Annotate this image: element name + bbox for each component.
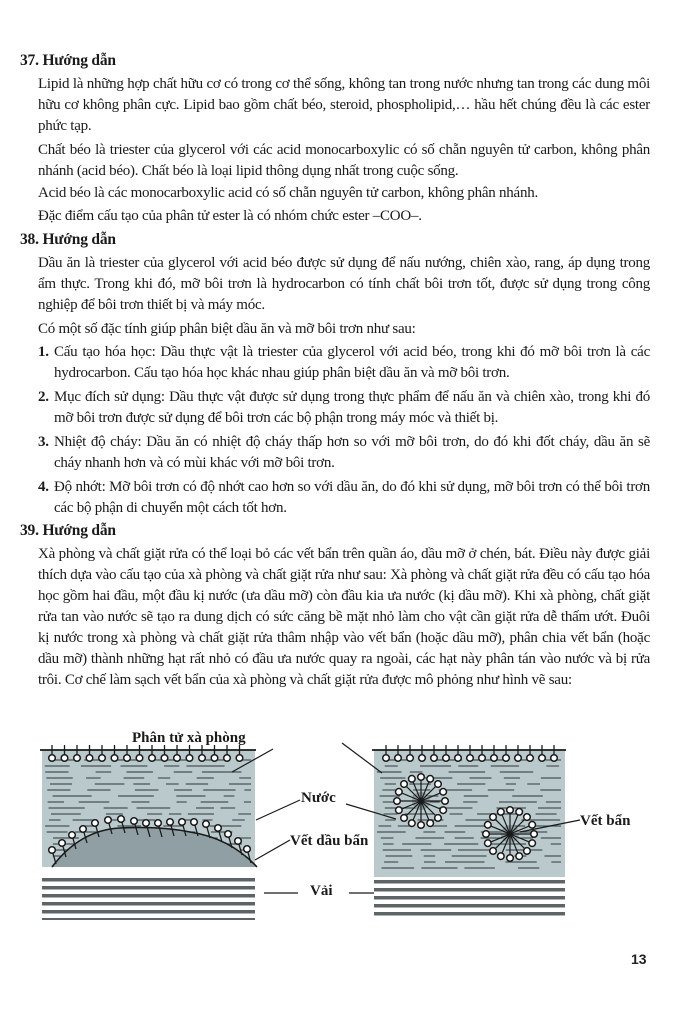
soap-head (155, 820, 162, 827)
fabric-stripe (42, 894, 255, 898)
soap-head (419, 755, 426, 762)
soap-head (516, 809, 523, 816)
right-panel-micelles (372, 745, 566, 920)
soap-head (427, 820, 434, 827)
paragraph: Acid béo là các monocarboxylic acid có số chẵn nguyên tử carbon, không phân nhánh. (38, 185, 538, 201)
soap-head (211, 755, 218, 762)
soap-head (455, 755, 462, 762)
heading-38: 38. Hướng dẫn (20, 231, 116, 248)
soap-head (503, 755, 510, 762)
soap-head (179, 819, 186, 826)
soap-head (479, 755, 486, 762)
list-item-number: 1. (38, 344, 49, 360)
soap-head (443, 755, 450, 762)
list-item-number: 4. (38, 479, 49, 495)
soap-head (401, 815, 408, 822)
soap-head (531, 831, 538, 838)
soap-head (118, 816, 125, 823)
list-item-text: Nhiệt độ cháy: Dầu ăn có nhiệt độ cháy thấp hơn so với mỡ bôi trơn, do đó khi đốt cháy, dầu ăn sẽ cháy nhanh hơn và có mùi khác với mỡ bôi trơn. (54, 434, 650, 471)
soap-head (383, 755, 390, 762)
fabric-stripe (374, 904, 565, 908)
list-item-number: 3. (38, 434, 49, 450)
soap-head (498, 809, 505, 816)
left-panel-stain-on-fabric (40, 745, 257, 920)
soap-head (442, 798, 449, 805)
soap-head (498, 853, 505, 860)
soap-head (485, 840, 492, 847)
soap-head (507, 855, 514, 862)
soap-head (395, 755, 402, 762)
soap-head (507, 807, 514, 814)
soap-head (86, 755, 93, 762)
soap-head (418, 822, 425, 829)
soap-head (407, 755, 414, 762)
fabric-stripe (374, 896, 565, 900)
paragraph: Đặc điểm cấu tạo của phân tử ester là có nhóm chức ester –COO–. (38, 208, 422, 224)
soap-head (225, 831, 232, 838)
soap-head (401, 781, 408, 788)
soap-head (111, 755, 118, 762)
label-soap-molecule: Phân tử xà phòng (132, 730, 246, 746)
fabric-stripe (42, 878, 255, 882)
label-oil-stain: Vết dầu bẩn (290, 833, 369, 849)
label-fabric: Vải (310, 883, 333, 899)
heading-37: 37. Hướng dẫn (20, 52, 116, 69)
soap-head (394, 798, 401, 805)
soap-head (515, 755, 522, 762)
soap-head (396, 789, 403, 796)
soap-head (244, 846, 251, 853)
soap-head (92, 820, 99, 827)
soap-head (427, 776, 434, 783)
soap-head (440, 807, 447, 814)
soap-head (435, 781, 442, 788)
soap-head (49, 755, 56, 762)
soap-head (143, 820, 150, 827)
soap-head (483, 831, 490, 838)
soap-head (215, 825, 222, 832)
soap-cleaning-diagram (0, 720, 689, 920)
soap-head (167, 819, 174, 826)
fabric-stripe (374, 888, 565, 892)
list-item-text: Cấu tạo hóa học: Dầu thực vật là triester của glycerol với acid béo, trong khi đó mỡ bôi trơn là các hydrocarbon. Cấu tạo hóa học khác nhau giúp phân biệt dầu ăn và mỡ bôi trơn. (54, 344, 650, 381)
soap-head (491, 755, 498, 762)
paragraph: Có một số đặc tính giúp phân biệt dầu ăn và mỡ bôi trơn như sau: (38, 321, 416, 337)
fabric-stripe (42, 886, 255, 890)
list-item (38, 387, 650, 429)
fabric-stripe (42, 910, 255, 914)
soap-head (467, 755, 474, 762)
list-item-text: Mục đích sử dụng: Dầu thực vật được sử dụng trong thực phẩm để nấu ăn và chiên xào, trong khi đó mỡ bôi trơn được sử dụng để bôi trơn các bộ phận trong máy móc và thiết bị. (54, 389, 650, 426)
list-item (38, 432, 650, 474)
page-number: 13 (631, 951, 647, 967)
soap-head (490, 814, 497, 821)
soap-head (61, 755, 68, 762)
soap-head (105, 817, 112, 824)
list-item (38, 342, 650, 384)
heading-39: 39. Hướng dẫn (20, 522, 116, 539)
soap-head (529, 840, 536, 847)
fabric-stripe (42, 918, 255, 920)
soap-head (203, 821, 210, 828)
soap-head (69, 832, 76, 839)
fabric-stripe (374, 880, 565, 884)
list-item-text: Độ nhớt: Mỡ bôi trơn có độ nhớt cao hơn so với dầu ăn, do đó khi sử dụng, mỡ bôi trơn có thể bôi trơn các bộ phận di chuyển một cách tốt hơn. (54, 479, 650, 516)
leader-oil-stain (255, 840, 290, 860)
soap-head (490, 848, 497, 855)
soap-head (99, 755, 106, 762)
soap-head (49, 847, 56, 854)
soap-head (199, 755, 206, 762)
soap-head (124, 755, 131, 762)
soap-head (539, 755, 546, 762)
soap-head (527, 755, 534, 762)
soap-head (186, 755, 193, 762)
soap-head (131, 818, 138, 825)
soap-head (409, 776, 416, 783)
soap-head (418, 774, 425, 781)
soap-head (485, 822, 492, 829)
soap-head (524, 814, 531, 821)
soap-head (59, 840, 66, 847)
soap-head (161, 755, 168, 762)
soap-head (431, 755, 438, 762)
soap-head (551, 755, 558, 762)
fabric-stripe (374, 912, 565, 916)
soap-head (149, 755, 156, 762)
soap-head (191, 819, 198, 826)
soap-head (236, 755, 243, 762)
soap-head (80, 826, 87, 833)
leader-water-left (256, 800, 300, 820)
paragraph: Dầu ăn là triester của glycerol với acid béo được sử dụng để nấu nướng, chiên xào, rang, áp dụng trong ẩm thực. Trong khi đó, mỡ bôi trơn là hydrocarbon có tính chất bôi trơn tốt, được sử dụng trong công nghiệp để bôi trơn thiết bị và máy móc. (38, 255, 650, 313)
fabric-stripe (42, 902, 255, 906)
soap-head (174, 755, 181, 762)
soap-head (235, 838, 242, 845)
label-dirt: Vết bẩn (580, 813, 631, 829)
soap-head (435, 815, 442, 822)
soap-head (136, 755, 143, 762)
soap-head (440, 789, 447, 796)
label-water: Nước (301, 790, 336, 806)
soap-head (516, 853, 523, 860)
soap-head (524, 848, 531, 855)
soap-head (224, 755, 231, 762)
list-item-number: 2. (38, 389, 49, 405)
paragraph: Xà phòng và chất giặt rửa có thể loại bỏ các vết bẩn trên quần áo, dầu mỡ ở chén, bát. Điều này được giải thích dựa vào cấu tạo của xà phòng và chất giặt rửa như sau: Xà phòng và chất giặt rửa đều có cấu tạo hóa học gồm hai đầu, một đầu kị nước (ưa dầu mỡ) còn đầu kia ưa nước (kị dầu mỡ). Khi xà phòng, chất giặt rửa tan vào nước sẽ tạo ra dung dịch có sức căng bề mặt nhỏ làm cho vật cần giặt rửa dễ thấm ướt. Đuôi kị nước trong xà phòng và chất giặt rửa thâm nhập vào vết bẩn (hoặc dầu mỡ), phân chia vết bẩn (hoặc dầu mỡ) thành những hạt rất nhỏ có đầu ưa nước quay ra ngoài, các hạt này phân tán vào nước và bị rửa trôi. Cơ chế làm sạch vết bẩn của xà phòng và chất giặt rửa được mô phỏng như hình vẽ sau: (38, 546, 650, 688)
paragraph: Lipid là những hợp chất hữu cơ có trong cơ thể sống, không tan trong nước nhưng tan trong các dung môi hữu cơ không phân cực. Lipid bao gồm chất béo, steroid, phospholipid,… hầu hết chúng đều là các ester phức tạp. (38, 76, 650, 134)
list-item (38, 477, 650, 519)
soap-head (409, 820, 416, 827)
paragraph: Chất béo là triester của glycerol với các acid monocarboxylic có số chẵn nguyên tử carbon, không phân nhánh (acid béo). Chất béo là loại lipid thông dụng nhất trong cuộc sống. (38, 142, 650, 179)
soap-head (74, 755, 81, 762)
soap-head (396, 807, 403, 814)
soap-head (529, 822, 536, 829)
